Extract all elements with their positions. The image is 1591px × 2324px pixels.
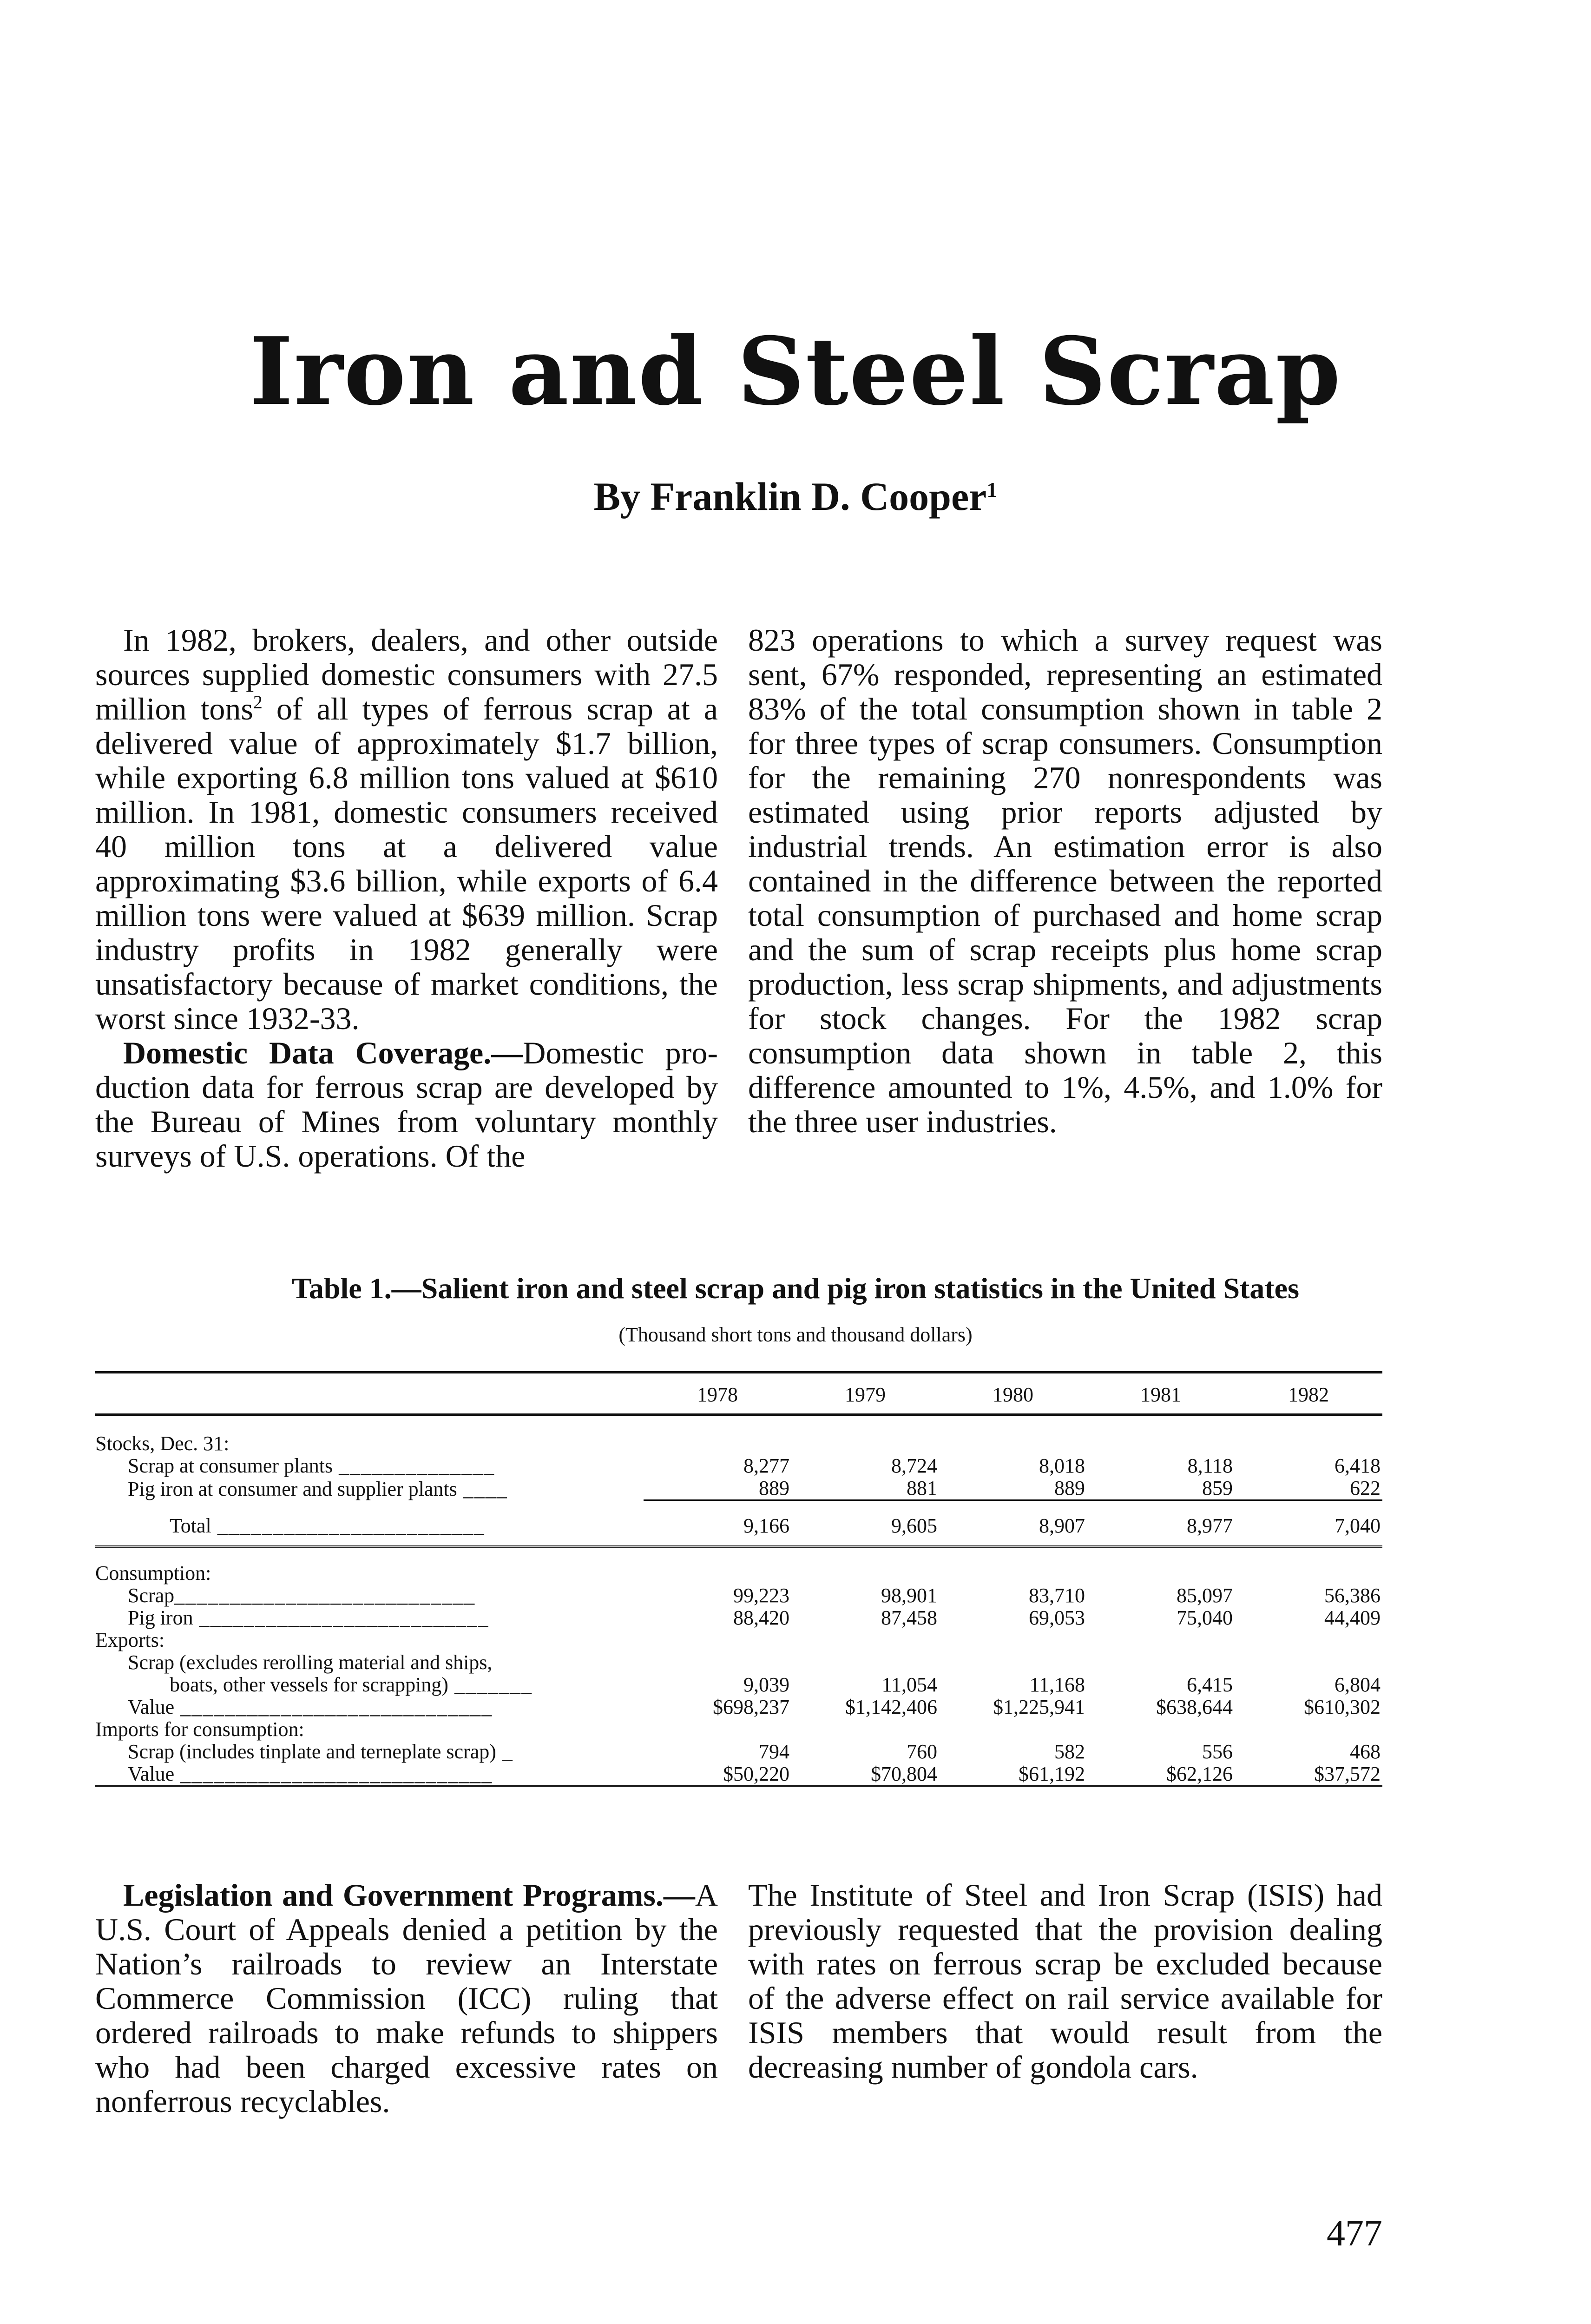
leader-dots: ___________________________ bbox=[174, 1585, 476, 1607]
row-label-text: Scrap (excludes rerolling material and ships, bbox=[128, 1651, 493, 1674]
table-row bbox=[95, 1477, 1382, 1500]
table-cell: 889 bbox=[1054, 1477, 1085, 1499]
table-cell: 760 bbox=[907, 1740, 937, 1763]
leader-dots: ____ bbox=[457, 1477, 508, 1500]
table-cell: 98,901 bbox=[881, 1584, 937, 1607]
table-cell: 881 bbox=[907, 1477, 937, 1499]
row-label bbox=[95, 1477, 644, 1500]
table-cell: $1,225,941 bbox=[993, 1696, 1085, 1718]
table-cell: 11,054 bbox=[881, 1673, 937, 1696]
legislation-right-column bbox=[748, 1878, 1382, 2084]
legislation-left-column bbox=[95, 1878, 718, 2119]
table-header-year: 1982 bbox=[1235, 1373, 1382, 1415]
section-label-consumption: Consumption: bbox=[95, 1562, 211, 1585]
table-cell: 8,118 bbox=[1187, 1454, 1233, 1477]
row-label bbox=[95, 1674, 644, 1696]
leader-dots: _ bbox=[496, 1741, 513, 1763]
row-label-text: Value bbox=[128, 1763, 175, 1785]
table-cell: 9,039 bbox=[743, 1673, 789, 1696]
leader-dots: ______________ bbox=[333, 1455, 495, 1477]
table-section-row bbox=[95, 1562, 1382, 1585]
table-header-year: 1980 bbox=[939, 1373, 1087, 1415]
table-cell: $638,644 bbox=[1156, 1696, 1233, 1718]
table-cell: 859 bbox=[1202, 1477, 1233, 1499]
table-header-blank bbox=[95, 1373, 644, 1415]
table-section-row bbox=[95, 1629, 1382, 1651]
table-cell: $37,572 bbox=[1235, 1763, 1382, 1786]
intro-paragraph-2 bbox=[95, 1036, 718, 1173]
table-cell: 8,018 bbox=[1039, 1454, 1085, 1477]
table-cell: 88,420 bbox=[733, 1606, 789, 1629]
page-title: Iron and Steel Scrap bbox=[250, 317, 1341, 426]
legislation-paragraph bbox=[95, 1878, 718, 2119]
intro-right-column bbox=[748, 623, 1382, 1139]
table-total-row bbox=[95, 1500, 1382, 1547]
salient-statistics-table bbox=[95, 1371, 1382, 1787]
intro-left-column bbox=[95, 623, 718, 1173]
table-cell: 622 bbox=[1350, 1477, 1381, 1499]
table-header-row bbox=[95, 1373, 1382, 1415]
table-cell: 8,907 bbox=[939, 1500, 1087, 1547]
table-cell: 11,168 bbox=[1029, 1673, 1085, 1696]
intro-paragraph-3: 823 operations to which a survey request was sent, 67% responded, representing an estimated 83% of the total consumption shown in table 2 for three types of scrap consumers. Consumption for the remaining 270 nonrespondents was estimated using prior reports adjusted by industrial trends. An estimation error is also contained in the difference between the reported total consumption of purchased and home scrap and the sum of scrap receipts plus home scrap production, less scrap shipments, and adjustments for stock changes. For the 1982 scrap consumption data shown in table 2, this difference amounted to 1%, 4.5%, and 1.0% for the three user industries. bbox=[748, 622, 1382, 1139]
table-subtitle: (Thousand short tons and thousand dollars) bbox=[618, 1323, 973, 1346]
table-section-row bbox=[95, 1433, 1382, 1455]
table-cell: $1,142,406 bbox=[845, 1696, 937, 1718]
table-row bbox=[95, 1585, 1382, 1607]
table-cell: 69,053 bbox=[1029, 1606, 1085, 1629]
leader-dots: ____________________________ bbox=[174, 1763, 493, 1785]
table-cell: $62,126 bbox=[1087, 1763, 1235, 1786]
table-cell: 9,605 bbox=[791, 1500, 939, 1547]
table-cell: 44,409 bbox=[1324, 1606, 1381, 1629]
table-row bbox=[95, 1674, 1382, 1696]
page-number: 477 bbox=[1327, 2213, 1382, 2254]
table-cell: 6,415 bbox=[1187, 1673, 1233, 1696]
footnote-mark: 1 bbox=[986, 478, 998, 502]
table-title: Table 1.—Salient iron and steel scrap and pig iron statistics in the United States bbox=[292, 1272, 1299, 1305]
table-cell: $610,302 bbox=[1304, 1696, 1381, 1718]
table-cell: 87,458 bbox=[881, 1606, 937, 1629]
table-cell: 889 bbox=[759, 1477, 789, 1499]
byline bbox=[0, 474, 1591, 519]
table-cell: 9,166 bbox=[644, 1500, 791, 1547]
table-cell: 794 bbox=[759, 1740, 789, 1763]
table-cell: $50,220 bbox=[644, 1763, 791, 1786]
row-label-text: Value bbox=[128, 1696, 175, 1718]
intro-paragraph-1-part-a: In 1982, brokers, dealers, and other outside sources supplied domestic consumers with 27.5 million tons bbox=[95, 622, 718, 726]
legislation-text: A U.S. Court of Appeals denied a petition by the Nation’s railroads to review an Interstate Commerce Commission (ICC) ruling that ordered railroads to make refunds to shippers who had been charged excessive rates on nonferrous recyclables. bbox=[95, 1877, 718, 2119]
table-cell: 75,040 bbox=[1177, 1606, 1233, 1629]
section-heading: Legislation and Government Programs.— bbox=[123, 1877, 695, 1913]
row-label-text: Scrap bbox=[128, 1585, 175, 1607]
row-label bbox=[95, 1741, 644, 1763]
table-cell: 83,710 bbox=[1029, 1584, 1085, 1607]
leader-dots: __________________________ bbox=[193, 1607, 489, 1629]
stats-table bbox=[95, 1371, 1382, 1787]
row-label-text: Pig iron bbox=[128, 1607, 193, 1629]
leader-dots: ____________________________ bbox=[174, 1696, 493, 1718]
section-heading: Domestic Data Coverage.— bbox=[123, 1035, 523, 1070]
table-row bbox=[95, 1696, 1382, 1718]
section-label-stocks: Stocks, Dec. 31: bbox=[95, 1433, 230, 1455]
table-row bbox=[95, 1763, 1382, 1786]
table-header-year: 1978 bbox=[644, 1373, 791, 1415]
table-section-row bbox=[95, 1718, 1382, 1741]
row-label bbox=[95, 1500, 644, 1547]
row-label-text: Scrap (includes tinplate and terneplate scrap) bbox=[128, 1741, 496, 1763]
table-cell: 7,040 bbox=[1235, 1500, 1382, 1547]
table-row bbox=[95, 1741, 1382, 1763]
intro-paragraph-2-text: Domestic production data for ferrous scrap are developed by the Bureau of Mines from voluntary monthly surveys of U.S. operations. Of the bbox=[95, 1035, 718, 1174]
table-cell: $70,804 bbox=[791, 1763, 939, 1786]
table-cell: $61,192 bbox=[939, 1763, 1087, 1786]
legislation-paragraph-continued: The Institute of Steel and Iron Scrap (ISIS) had previously requested that the provision dealing with rates on ferrous scrap be excluded because of the adverse effect on rail service available for ISIS members that would result from the decreasing number of gondola cars. bbox=[748, 1877, 1382, 2085]
table-cell: 8,277 bbox=[743, 1454, 789, 1477]
table-cell: $698,237 bbox=[713, 1696, 789, 1718]
row-label bbox=[95, 1607, 644, 1629]
leader-dots: ________________________ bbox=[211, 1514, 485, 1537]
table-cell: 556 bbox=[1202, 1740, 1233, 1763]
row-label bbox=[95, 1696, 644, 1718]
table-row bbox=[95, 1651, 1382, 1674]
table-header-year: 1981 bbox=[1087, 1373, 1235, 1415]
footnote-mark: 2 bbox=[253, 692, 263, 713]
table-cell: 6,418 bbox=[1335, 1454, 1381, 1477]
intro-paragraph-1-part-b: of all types of ferrous scrap at a delivered value of approximately $1.7 billion, while exporting 6.8 million tons valued at $610 million. In 1981, domestic consumers received 40 million tons at a delivered value approximating $3.6 billion, while exports of 6.4 million tons were valued at $639 million. Scrap industry profits in 1982 generally were unsatisfactory because of market conditions, the worst since 1932-33. bbox=[95, 691, 718, 1036]
row-label bbox=[95, 1455, 644, 1477]
section-label-exports: Exports: bbox=[95, 1629, 165, 1651]
row-label-text: Pig iron at consumer and supplier plants bbox=[128, 1477, 457, 1500]
table-cell: 85,097 bbox=[1177, 1584, 1233, 1607]
table-cell: 6,804 bbox=[1335, 1673, 1381, 1696]
author-name: By Franklin D. Cooper bbox=[593, 474, 987, 519]
table-row bbox=[95, 1455, 1382, 1477]
table-row bbox=[95, 1607, 1382, 1629]
row-label-text: Total bbox=[170, 1514, 211, 1537]
table-cell: 582 bbox=[1054, 1740, 1085, 1763]
row-label-text: boats, other vessels for scrapping) bbox=[170, 1674, 448, 1696]
table-header-year: 1979 bbox=[791, 1373, 939, 1415]
row-label bbox=[95, 1763, 644, 1786]
leader-dots: _______ bbox=[448, 1674, 533, 1696]
table-cell: 56,386 bbox=[1324, 1584, 1381, 1607]
table-cell: 99,223 bbox=[733, 1584, 789, 1607]
table-cell: 8,724 bbox=[891, 1454, 937, 1477]
row-label-text: Scrap at consumer plants bbox=[128, 1455, 333, 1477]
table-cell: 468 bbox=[1350, 1740, 1381, 1763]
section-label-imports: Imports for consumption: bbox=[95, 1718, 304, 1741]
double-rule bbox=[95, 1547, 1382, 1562]
intro-paragraph-1 bbox=[95, 623, 718, 1036]
row-label bbox=[95, 1585, 644, 1607]
table-cell: 8,977 bbox=[1087, 1500, 1235, 1547]
